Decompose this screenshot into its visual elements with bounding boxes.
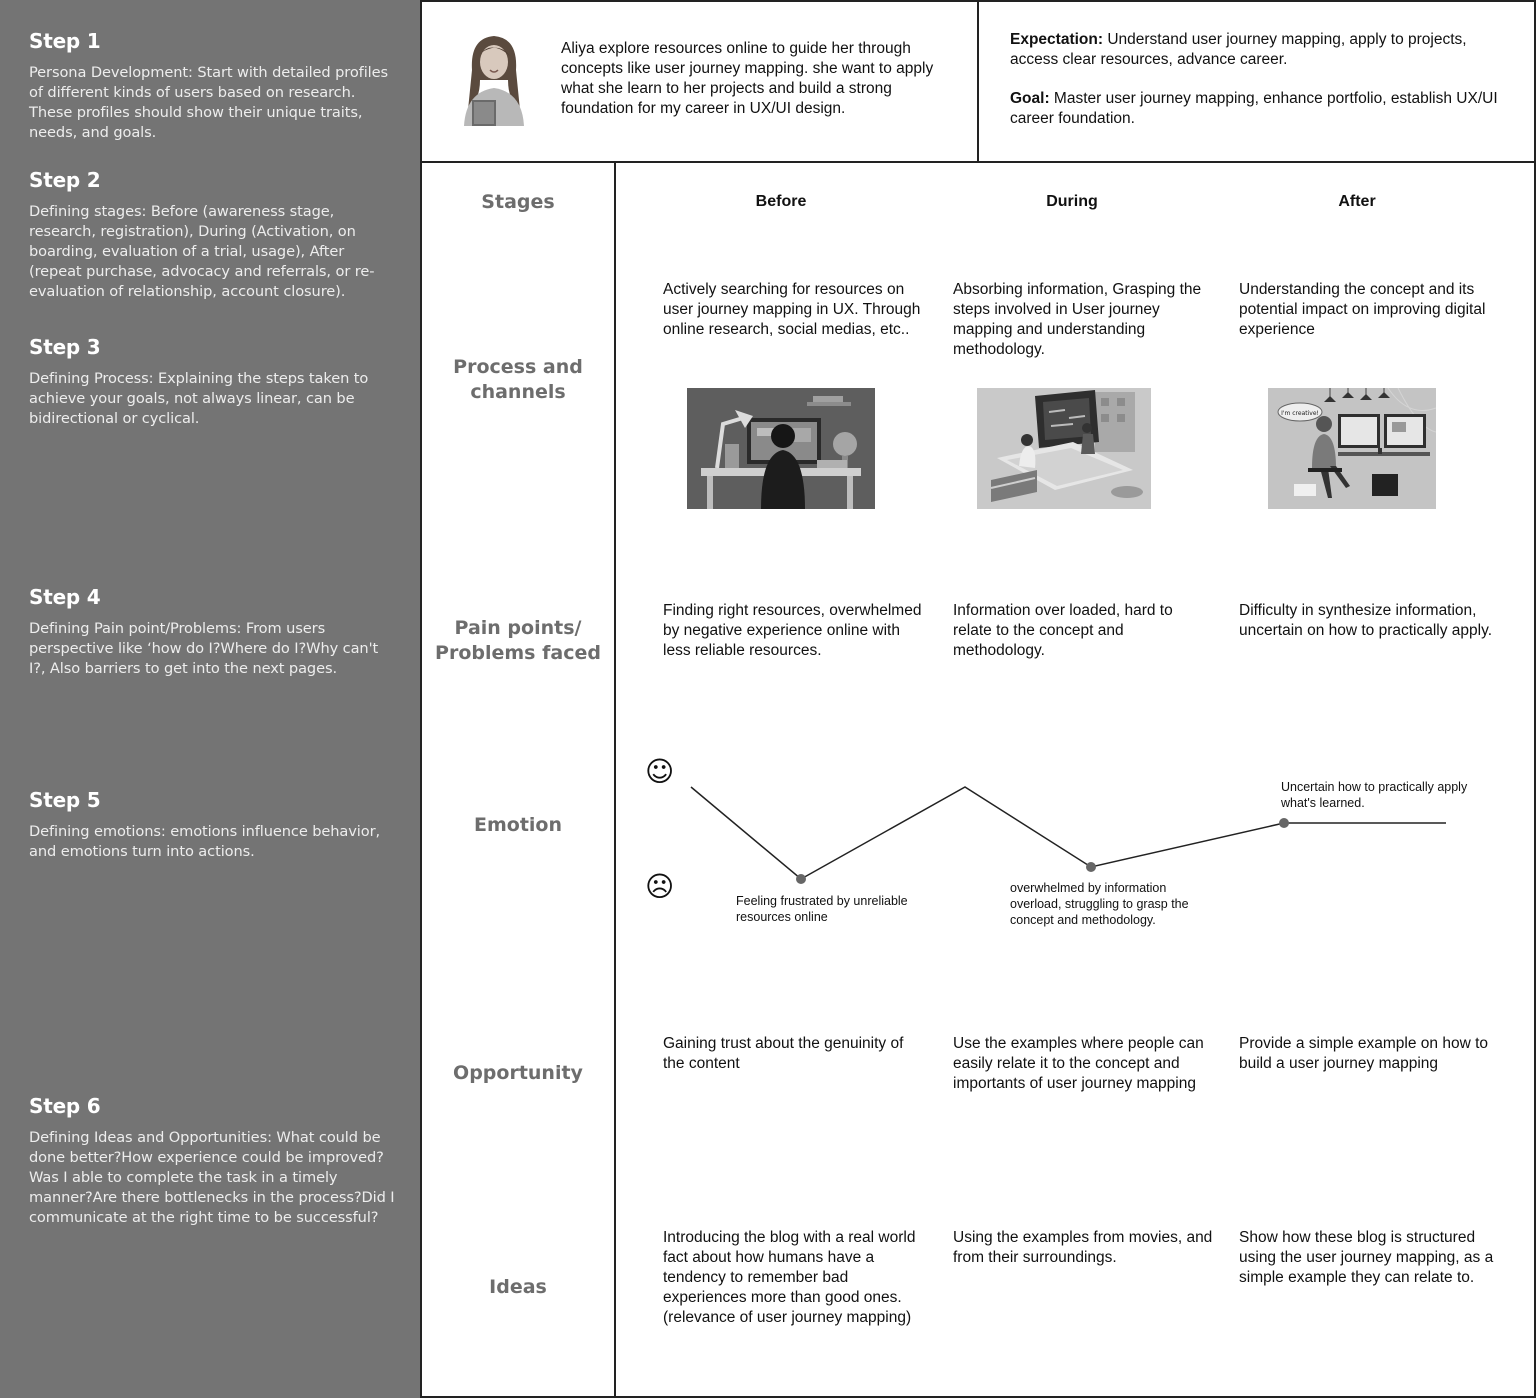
emotion-note-before: Feeling frustrated by unreliable resources online (736, 894, 908, 924)
emotion-note-after: Uncertain how to practically apply what's learned. (1281, 780, 1468, 810)
step-description: Defining stages: Before (awareness stage, research, registration), During (Activation, on boarding, evaluation of a trial, usage), After (repeat purchase, advocacy and referrals, or re-evaluation of relationship, account closure). (29, 203, 375, 300)
row-label-ideas: Ideas (489, 1276, 547, 1298)
step-description: Defining Pain point/Problems: From users perspective like ‘how do I?Where do I?Why can't I?, Also barriers to get into the next pages. (29, 620, 379, 677)
step-title: Step 1 (29, 29, 101, 53)
emotion-point-before (796, 874, 806, 884)
pain-point-before: Finding right resources, overwhelmed by negative experience online with less reliable resources. (663, 602, 922, 659)
step-6 (29, 1094, 399, 1228)
stage-header-before: Before (755, 193, 807, 210)
persona-goal (1010, 89, 1510, 129)
idea-during: Using the examples from movies, and from their surroundings. (953, 1229, 1213, 1266)
process-before: Actively searching for resources on user journey mapping in UX. Through online research, social medias, etc.. (663, 281, 921, 338)
process-after: Understanding the concept and its potential impact on improving digital experience (1239, 281, 1486, 338)
step-description: Persona Development: Start with detailed profiles of different kinds of users based on research. These profiles should show their unique traits, needs, and goals. (29, 64, 389, 141)
step-3 (29, 335, 399, 429)
step-5 (29, 788, 399, 862)
pain-point-after: Difficulty in synthesize information, uncertain on how to practically apply. (1239, 602, 1493, 639)
learning-laptop-illustration (977, 388, 1151, 509)
pain-point-during: Information over loaded, hard to relate to the concept and methodology. (953, 602, 1173, 659)
process-during: Absorbing information, Grasping the steps involved in User journey mapping and understanding methodology. (953, 281, 1202, 358)
idea-before: Introducing the blog with a real world fact about how humans have a tendency to remember bad experiences more than good ones. (relevance of user journey mapping) (663, 1229, 916, 1326)
stage-header-after: After (1338, 193, 1376, 210)
stage-header-during: During (1046, 193, 1098, 210)
emotion-note-during: overwhelmed by information overload, struggling to grasp the concept and methodology. (1010, 881, 1189, 927)
goal-text: Master user journey mapping, enhance portfolio, establish UX/UI career foundation. (1010, 90, 1498, 127)
step-description: Defining emotions: emotions influence behavior, and emotions turn into actions. (29, 823, 381, 860)
step-title: Step 4 (29, 585, 101, 609)
speech-bubble-text: I'm creative! (1281, 410, 1319, 417)
sad-face-icon: ☹ (645, 870, 675, 903)
expectation-label: Expectation: (1010, 31, 1104, 48)
row-label-pain-points: Pain points/ Problems faced (435, 617, 601, 664)
step-description: Defining Ideas and Opportunities: What could be done better?How experience could be improved?Was I able to complete the task in a timely manner?Are there bottlenecks in the process?Did I communicate at the right time to be successful? (29, 1129, 395, 1226)
steps-sidebar (0, 0, 420, 1398)
step-2 (29, 168, 399, 302)
opportunity-during: Use the examples where people can easily relate it to the concept and importants of user journey mapping (953, 1035, 1204, 1092)
persona-expectation (1010, 30, 1510, 70)
step-1 (29, 29, 399, 143)
opportunity-before: Gaining trust about the genuinity of the content (663, 1035, 904, 1072)
expectation-text: Understand user journey mapping, apply to projects, access clear resources, advance career. (1010, 31, 1467, 68)
step-title: Step 6 (29, 1094, 101, 1118)
row-label-stages: Stages (481, 191, 555, 213)
row-label-emotion: Emotion (473, 814, 562, 836)
step-title: Step 2 (29, 168, 101, 192)
desk-research-illustration (687, 388, 875, 509)
creative-workspace-illustration (1268, 388, 1436, 509)
emotion-point-during (1086, 862, 1096, 872)
persona-description: Aliya explore resources online to guide her through concepts like user journey mapping. she want to apply what she learn to her projects and build a strong foundation for my career in UX/UI design. (561, 40, 934, 117)
step-4 (29, 585, 399, 679)
idea-after: Show how these blog is structured using the user journey mapping, as a simple example they can relate to. (1239, 1229, 1494, 1286)
goal-label: Goal: (1010, 90, 1050, 107)
row-label-opportunity: Opportunity (453, 1062, 583, 1084)
row-label-process: Process and channels (453, 356, 583, 403)
persona-photo (452, 30, 536, 126)
opportunity-after: Provide a simple example on how to build a user journey mapping (1239, 1035, 1488, 1072)
step-title: Step 5 (29, 788, 101, 812)
step-title: Step 3 (29, 335, 101, 359)
happy-face-icon: ☺ (645, 755, 675, 788)
header-column-divider (977, 0, 979, 162)
emotion-point-after (1279, 818, 1289, 828)
step-description: Defining Process: Explaining the steps taken to achieve your goals, not always linear, can be bidirectional or cyclical. (29, 370, 369, 427)
